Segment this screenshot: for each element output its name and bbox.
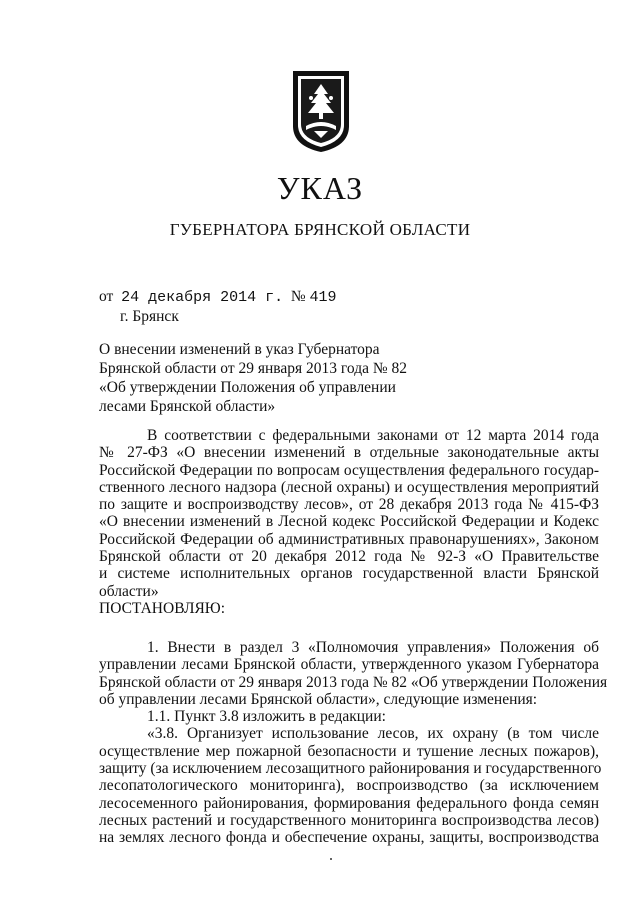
- preamble-line: «О внесении изменений в Лесной кодекс Российской Федерации и Кодекс: [99, 513, 599, 531]
- item-3-8-line: лесных растений и государственного мониторинга воспроизводства лесов): [99, 811, 599, 829]
- document-subtitle: ГУБЕРНАТОРА БРЯНСКОЙ ОБЛАСТИ: [169, 220, 471, 239]
- preamble-line: области»: [99, 582, 159, 600]
- decree-date: 24 декабря 2014 г.: [121, 289, 284, 306]
- item-line: об управлении лесами Брянской области», следующие изменения:: [99, 690, 538, 708]
- preamble-line: Брянской области от 20 декабря 2012 года № 92-З «О Правительстве: [99, 548, 599, 566]
- decree-word: ПОСТАНОВЛЯЮ:: [99, 599, 226, 617]
- subject-line: О внесении изменений в указ Губернатора: [99, 341, 380, 358]
- item-3-8-line: лесосеменного районирования, формирования федерального фонда семян: [99, 794, 599, 812]
- preamble-line: № 27-ФЗ «О внесении изменений в отдельные законодательные акты: [99, 444, 599, 462]
- item-3-8-line: осуществление мер пожарной безопасности и тушение лесных пожаров),: [99, 742, 599, 760]
- item-3-8-line: «3.8. Организует использование лесов, их охрану (в том числе: [147, 725, 599, 743]
- preamble-line: по защите и воспроизводству лесов», от 28 декабря 2013 года № 415-ФЗ: [99, 496, 599, 514]
- date-line: [99, 287, 337, 308]
- page-mark: [330, 858, 332, 860]
- item-3-8-line: на землях лесного фонда и обеспечение охраны, защиты, воспроизводства: [99, 829, 599, 847]
- date-prefix: от: [99, 288, 114, 305]
- item-3-8-line: защиту (за исключением лесозащитного районирования и государственного: [99, 760, 602, 778]
- number-label: №: [290, 288, 306, 305]
- item-line: 1. Внести в раздел 3 «Полномочия управления» Положения об: [147, 638, 599, 656]
- bryansk-coat-of-arms-icon: [290, 68, 352, 154]
- item-line: управлении лесами Брянской области, утвержденного указом Губернатора: [99, 656, 599, 674]
- item-line: Брянской области от 29 января 2013 года № 82 «Об утверждении Положения: [99, 673, 608, 691]
- decree-subject: [99, 340, 408, 416]
- subject-line: Брянской области от 29 января 2013 года № 82: [99, 360, 408, 377]
- decree-number: 419: [309, 289, 337, 306]
- preamble-line: Российской Федерации по вопросам осуществления федерального государ-: [99, 461, 599, 479]
- preamble-line: В соответствии с федеральными законами от 12 марта 2014 года: [147, 427, 599, 444]
- preamble-line: и системе исполнительных органов государственной власти Брянской: [99, 565, 599, 583]
- document-title: УКАЗ: [276, 170, 364, 206]
- decree-body: [99, 427, 608, 847]
- city-name: г. Брянск: [120, 308, 179, 325]
- item-1-1: 1.1. Пункт 3.8 изложить в редакции:: [147, 708, 386, 726]
- preamble-line: Российской Федерации об административных правонарушениях», Законом: [99, 530, 599, 548]
- preamble-line: ственного лесного надзора (лесной охраны) и осуществления мероприятий: [99, 478, 599, 496]
- item-3-8-line: лесопатологического мониторинга), воспроизводство (за исключением: [99, 777, 599, 795]
- subject-line: лесами Брянской области»: [99, 398, 276, 415]
- subject-line: «Об утверждении Положения об управлении: [99, 379, 396, 396]
